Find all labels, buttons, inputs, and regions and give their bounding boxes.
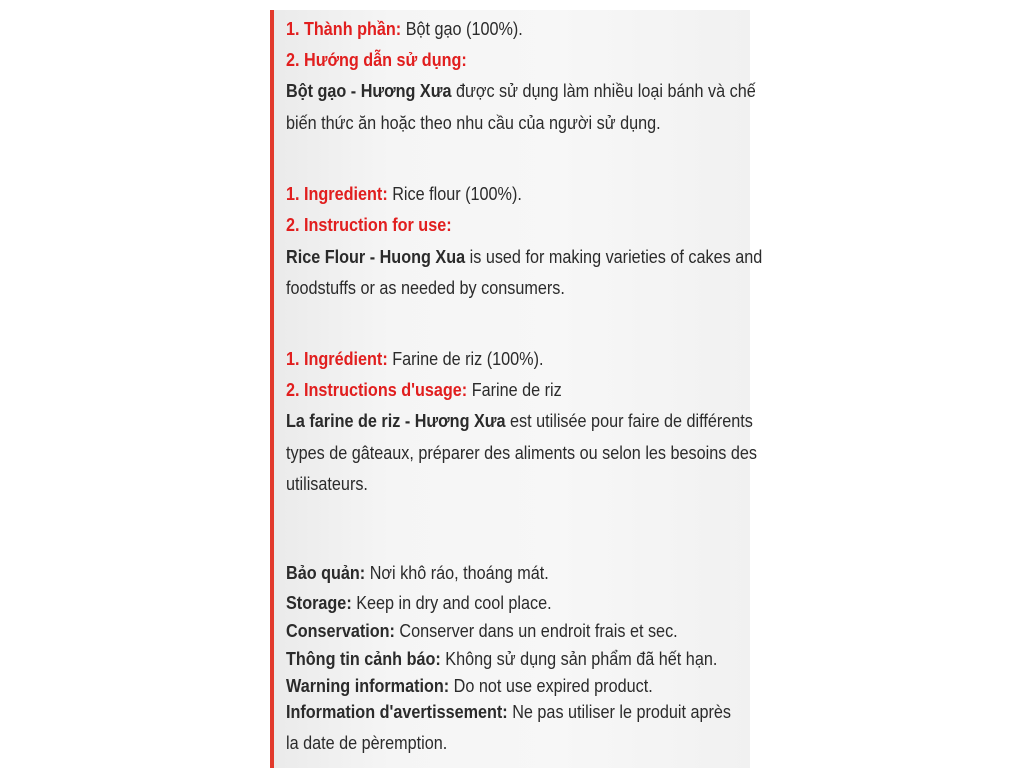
storage-en-value: Keep in dry and cool place. xyxy=(351,593,552,613)
storage-vi-line xyxy=(286,562,549,584)
fr-product-name: La farine de riz - Hương Xưa xyxy=(286,411,506,431)
storage-en-label: Storage: xyxy=(286,593,352,613)
package-red-edge xyxy=(270,10,274,768)
fr-desc-line-2 xyxy=(286,442,757,464)
en-desc-line-2 xyxy=(286,277,565,299)
warning-fr-line xyxy=(286,701,731,723)
en-ingredient-line xyxy=(286,183,522,205)
vi-ingredient-line xyxy=(286,18,523,40)
fr-ingredient-value: Farine de riz (100%). xyxy=(387,349,544,369)
storage-vi-value: Nơi khô ráo, thoáng mát. xyxy=(365,563,549,583)
en-desc-line-1 xyxy=(286,246,762,268)
vi-desc-line-1 xyxy=(286,80,756,102)
storage-en-line xyxy=(286,592,552,614)
warning-fr-value-2: la date de pèremption. xyxy=(286,733,448,753)
conservation-line xyxy=(286,620,678,642)
warning-fr-label: Information d'avertissement: xyxy=(286,702,508,722)
en-instruction-label: 2. Instruction for use: xyxy=(286,215,452,235)
storage-vi-label: Bảo quản: xyxy=(286,563,366,583)
en-desc-text-1: is used for making varieties of cakes and xyxy=(465,247,763,267)
fr-instruction-line xyxy=(286,379,562,401)
en-product-name: Rice Flour - Huong Xua xyxy=(286,247,466,267)
fr-desc-text-3: utilisateurs. xyxy=(286,474,368,494)
fr-ingredient-label: 1. Ingrédient: xyxy=(286,349,388,369)
fr-ingredient-line xyxy=(286,348,543,370)
en-instruction-line xyxy=(286,214,452,236)
fr-desc-line-3 xyxy=(286,473,368,495)
warning-vi-label: Thông tin cảnh báo: xyxy=(286,649,441,669)
warning-fr-line-2 xyxy=(286,732,447,754)
fr-desc-text-2: types de gâteaux, préparer des aliments ou selon les besoins des xyxy=(286,443,757,463)
vi-ingredient-value: Bột gạo (100%). xyxy=(401,19,523,39)
en-desc-text-2: foodstuffs or as needed by consumers. xyxy=(286,278,565,298)
en-ingredient-label: 1. Ingredient: xyxy=(286,184,388,204)
fr-instruction-label: 2. Instructions d'usage: xyxy=(286,380,468,400)
vi-desc-text-1: được sử dụng làm nhiều loại bánh và chế xyxy=(451,81,756,101)
warning-vi-value: Không sử dụng sản phẩm đã hết hạn. xyxy=(440,649,718,669)
vi-product-name: Bột gạo - Hương Xưa xyxy=(286,81,452,101)
warning-fr-value: Ne pas utiliser le produit après xyxy=(507,702,732,722)
conservation-label: Conservation: xyxy=(286,621,395,641)
fr-desc-line-1 xyxy=(286,410,753,432)
warning-en-value: Do not use expired product. xyxy=(449,676,653,696)
en-ingredient-value: Rice flour (100%). xyxy=(387,184,522,204)
vi-desc-line-2 xyxy=(286,112,661,134)
vi-desc-text-2: biến thức ăn hoặc theo nhu cầu của người sử dụng. xyxy=(286,113,661,133)
vi-instruction-line xyxy=(286,49,467,71)
warning-en-label: Warning information: xyxy=(286,676,450,696)
vi-ingredient-label: 1. Thành phần: xyxy=(286,19,402,39)
conservation-value: Conserver dans un endroit frais et sec. xyxy=(394,621,678,641)
vi-instruction-label: 2. Hướng dẫn sử dụng: xyxy=(286,50,467,70)
fr-desc-text-1: est utilisée pour faire de différents xyxy=(505,411,753,431)
warning-en-line xyxy=(286,675,653,697)
warning-vi-line xyxy=(286,648,717,670)
fr-instruction-value: Farine de riz xyxy=(467,380,562,400)
